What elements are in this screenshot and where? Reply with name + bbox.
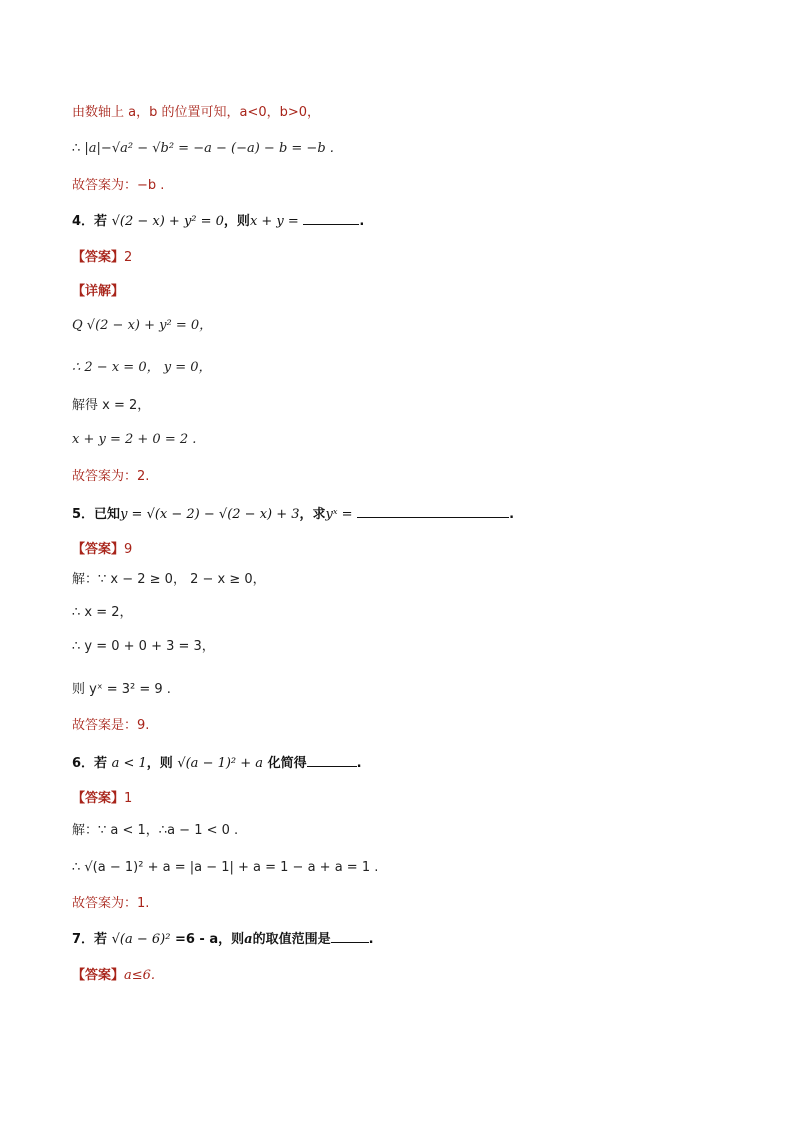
q6-step-2: ∴ √(a − 1)² + a = |a − 1| + a = 1 − a + a = 1 . [72, 860, 379, 875]
intro-line-3: 故答案为：−b . [72, 178, 165, 193]
q5-step-4: 则 yˣ = 3² = 9 . [72, 682, 171, 697]
q7-text-mid: =6 - a，则 [174, 932, 245, 947]
q7-text-before: 若 [94, 932, 108, 947]
q5-answer [72, 540, 132, 560]
q5-answer-blank [357, 505, 509, 518]
question-7 [72, 930, 374, 950]
q6-condition: a < 1 [111, 756, 147, 771]
q5-number: 5． [72, 507, 95, 522]
q7-variable: a [244, 932, 253, 947]
q7-answer [72, 966, 155, 986]
q5-text-mid: ，求 [299, 507, 326, 522]
q6-number: 6． [72, 756, 95, 771]
q7-answer-value: a≤6. [124, 968, 156, 983]
therefore-symbol: ∴ [72, 141, 81, 156]
q4-answer-label: 【答案】 [72, 250, 125, 265]
q4-answer-value: 2 [124, 250, 133, 265]
q4-text-before: 若 [94, 214, 108, 229]
q6-expression: √(a − 1)² + a [177, 756, 264, 771]
question-5 [72, 505, 514, 525]
q5-step-2: ∴ x = 2， [72, 605, 133, 620]
question-6 [72, 754, 362, 774]
q5-step-5: 故答案是：9. [72, 718, 150, 733]
q6-tail: . [356, 756, 362, 771]
q6-answer-blank [307, 754, 357, 767]
q5-answer-label: 【答案】 [72, 542, 125, 557]
q4-text-mid: ，则 [223, 214, 250, 229]
question-4 [72, 212, 364, 232]
q4-step-1: Q √(2 − x) + y² = 0， [72, 318, 213, 333]
q7-answer-label: 【答案】 [72, 968, 125, 983]
q4-detail-label: 【详解】 [72, 284, 125, 299]
q5-tail: . [509, 507, 515, 522]
q6-step-1: 解：∵ a < 1，∴a − 1 < 0 . [72, 823, 239, 838]
q6-step-3: 故答案为：1. [72, 896, 150, 911]
q4-answer-blank [303, 212, 359, 225]
q6-answer [72, 789, 132, 809]
q7-text-after: 的取值范围是 [252, 932, 331, 947]
q5-target: yˣ = [325, 507, 353, 522]
q6-text-before: 若 [94, 756, 108, 771]
q6-answer-label: 【答案】 [72, 791, 125, 806]
q4-number: 4． [72, 214, 95, 229]
q7-answer-blank [331, 930, 369, 943]
q4-answer [72, 248, 132, 268]
q4-step-4: x + y = 2 + 0 = 2 . [72, 432, 197, 447]
intro-expression: |a|−√a² − √b² = −a − (−a) − b = −b . [84, 141, 334, 156]
q6-answer-value: 1 [124, 791, 133, 806]
intro-line-1: 由数轴上 a，b 的位置可知，a<0，b>0， [72, 105, 321, 120]
q5-expression: y = √(x − 2) − √(2 − x) + 3 [120, 507, 300, 522]
q5-text-before: 已知 [94, 507, 121, 522]
q6-text-mid: ，则 [146, 756, 173, 771]
q7-tail: . [368, 932, 374, 947]
intro-line-2 [72, 139, 334, 159]
q6-text-after: 化简得 [267, 756, 307, 771]
q4-tail: . [359, 214, 365, 229]
q4-expression: √(2 − x) + y² = 0 [111, 214, 224, 229]
q7-expression: √(a − 6)² [111, 932, 171, 947]
q5-answer-value: 9 [124, 542, 133, 557]
q4-step-2: ∴ 2 − x = 0， y = 0， [72, 360, 212, 375]
q7-number: 7． [72, 932, 95, 947]
q4-target: x + y = [249, 214, 299, 229]
q5-step-1: 解：∵ x − 2 ≥ 0， 2 − x ≥ 0， [72, 572, 266, 587]
q4-step-3: 解得 x = 2， [72, 398, 151, 413]
q5-step-3: ∴ y = 0 + 0 + 3 = 3， [72, 639, 215, 654]
q4-step-5: 故答案为：2. [72, 469, 150, 484]
